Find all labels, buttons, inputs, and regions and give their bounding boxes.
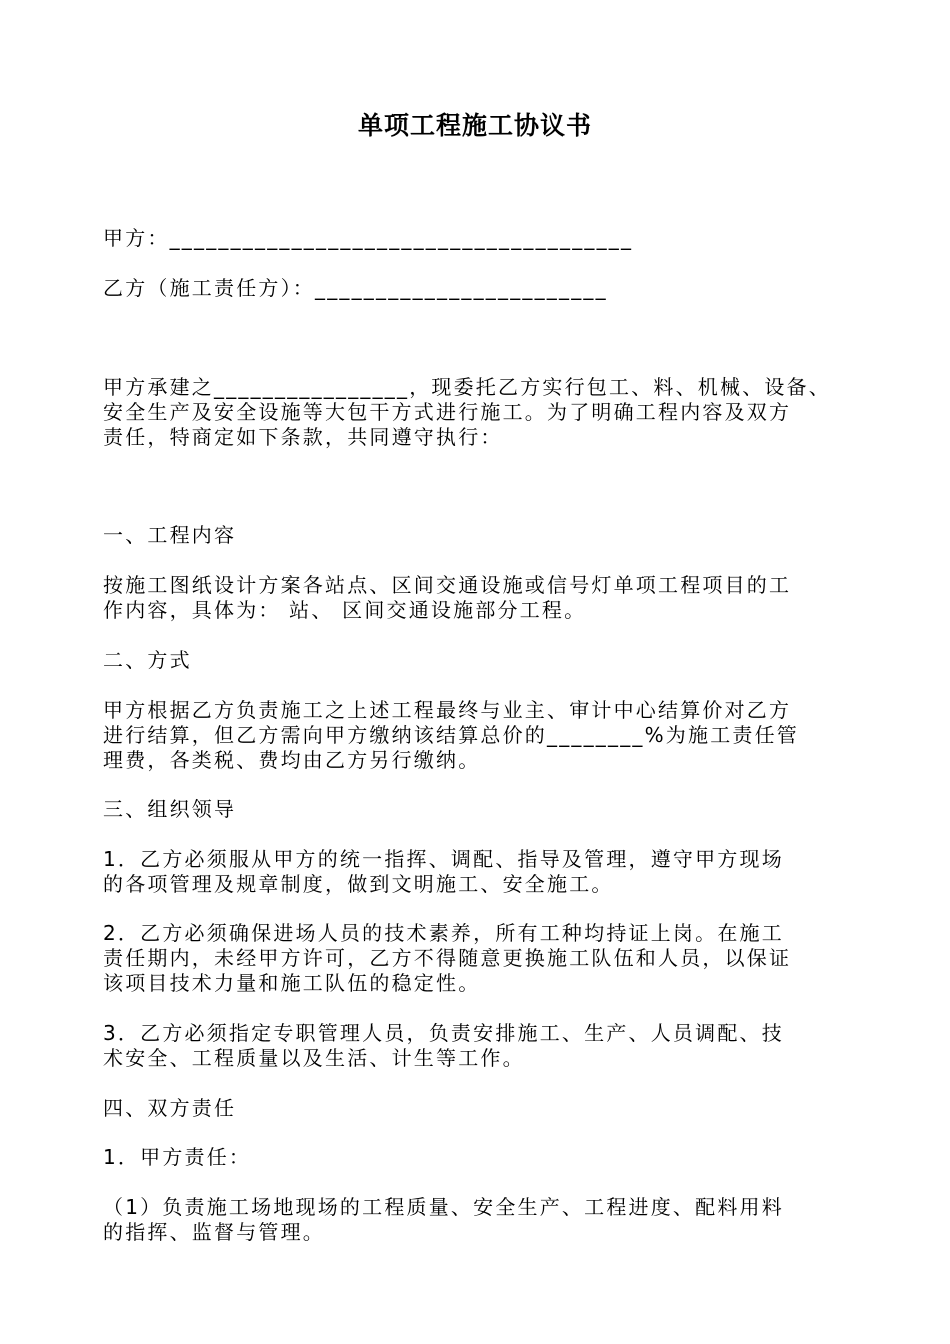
section-2-body — [103, 698, 853, 773]
section-3-item-3 — [103, 1021, 853, 1071]
section-4-sub-1-item-1 — [103, 1195, 853, 1245]
heading-text: 二、方式 — [103, 648, 192, 672]
party-b-text: 乙方（施工责任方）：________________________ — [103, 276, 608, 300]
paragraph-line: 作内容，具体为： 站、 区间交通设施部分工程。 — [103, 598, 587, 622]
paragraph-line: 甲方承建之________________，现委托乙方实行包工、料、机械、设备、 — [103, 375, 831, 399]
document-title: 单项工程施工协议书 — [357, 111, 592, 140]
section-3-item-2 — [103, 921, 853, 996]
party-a-text: 甲方：______________________________________ — [103, 226, 634, 250]
heading-text: 四、双方责任 — [103, 1096, 237, 1120]
party-a-line — [103, 226, 853, 251]
paragraph-line: 的各项管理及规章制度，做到文明施工、安全施工。 — [103, 872, 614, 896]
section-4-heading — [103, 1096, 853, 1121]
paragraph-line: 术安全、工程质量以及生活、计生等工作。 — [103, 1046, 525, 1070]
paragraph-line: 责任期内，未经甲方许可，乙方不得随意更换施工队伍和人员，以保证 — [103, 946, 792, 970]
paragraph-line: 2．乙方必须确保进场人员的技术素养，所有工种均持证上岗。在施工 — [103, 921, 784, 945]
party-b-line — [103, 276, 853, 301]
paragraph-line: 按施工图纸设计方案各站点、区间交通设施或信号灯单项工程项目的工 — [103, 573, 792, 597]
subheading-text: 1．甲方责任： — [103, 1145, 252, 1169]
section-4-sub-1 — [103, 1145, 853, 1170]
paragraph-line: 安全生产及安全设施等大包干方式进行施工。为了明确工程内容及双方 — [103, 400, 792, 424]
paragraph-line: 进行结算，但乙方需向甲方缴纳该结算总价的________%为施工责任管 — [103, 723, 800, 747]
paragraph-line: 1．乙方必须服从甲方的统一指挥、调配、指导及管理，遵守甲方现场 — [103, 847, 784, 871]
paragraph-line: 的指挥、监督与管理。 — [103, 1220, 325, 1244]
paragraph-line: （1）负责施工场地现场的工程质量、安全生产、工程进度、配料用料 — [103, 1195, 784, 1219]
paragraph-line: 该项目技术力量和施工队伍的稳定性。 — [103, 971, 481, 995]
section-2-heading — [103, 648, 853, 673]
section-1-body — [103, 573, 853, 623]
section-3-heading — [103, 797, 853, 822]
heading-text: 一、工程内容 — [103, 523, 237, 547]
heading-text: 三、组织领导 — [103, 797, 237, 821]
paragraph-line: 甲方根据乙方负责施工之上述工程最终与业主、审计中心结算价对乙方 — [103, 698, 792, 722]
paragraph-line: 3．乙方必须指定专职管理人员，负责安排施工、生产、人员调配、技 — [103, 1021, 784, 1045]
section-1-heading — [103, 523, 853, 548]
paragraph-line: 理费，各类税、费均由乙方另行缴纳。 — [103, 748, 481, 772]
paragraph-line: 责任，特商定如下条款，共同遵守执行： — [103, 425, 503, 449]
intro-paragraph — [103, 375, 853, 450]
section-3-item-1 — [103, 847, 853, 897]
